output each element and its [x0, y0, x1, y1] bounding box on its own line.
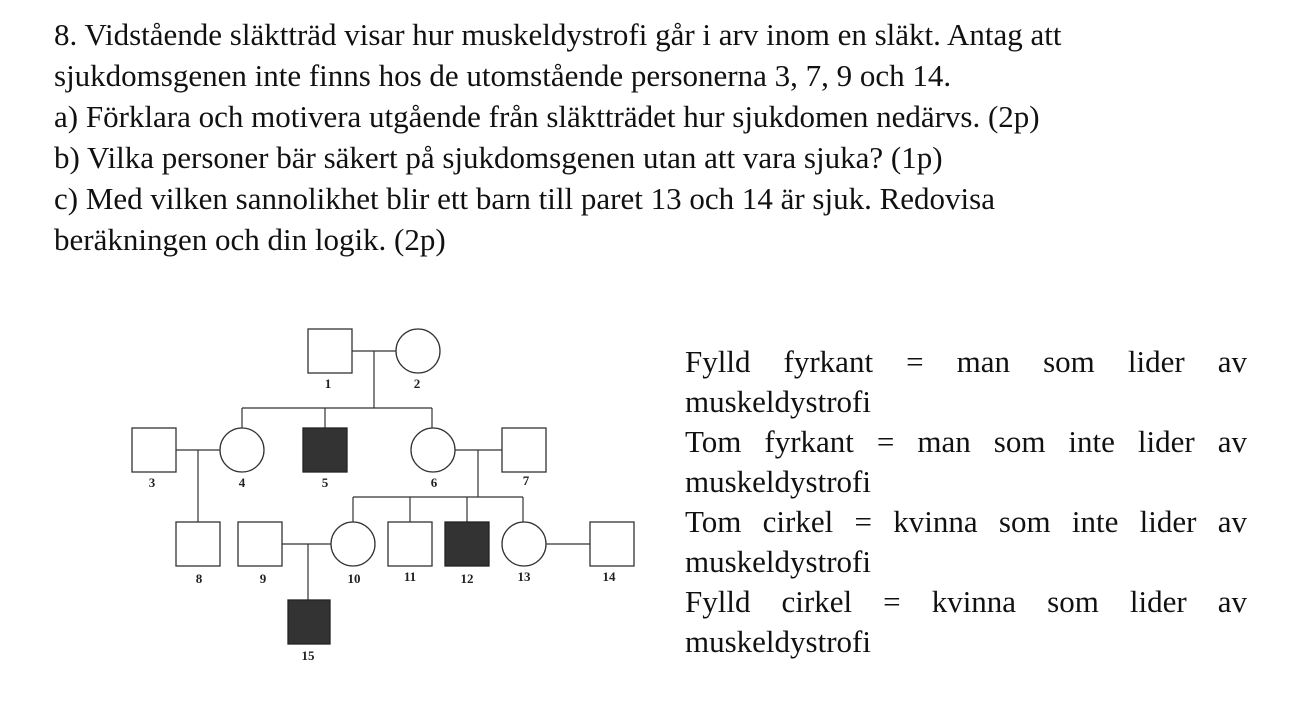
- person-7-label: 7: [522, 473, 530, 488]
- legend-empty-circle: Tom cirkel = kvinna som inte lider av muskeldystrofi: [685, 504, 1247, 579]
- person-14-symbol: [590, 522, 634, 566]
- person-1-symbol: [308, 329, 352, 373]
- person-8-symbol: [176, 522, 220, 566]
- person-6-symbol: [411, 428, 455, 472]
- question-line-1: 8. Vidstående släktträd visar hur muskeldystrofi går i arv inom en släkt. Antag att: [54, 17, 1062, 52]
- person-15-symbol-affected: [288, 600, 330, 644]
- person-4-symbol: [220, 428, 264, 472]
- person-1-label: 1: [324, 376, 332, 391]
- person-14-label: 14: [602, 569, 616, 584]
- person-15-label: 15: [301, 648, 315, 663]
- question-line-2: sjukdomsgenen inte finns hos de utomstående personerna 3, 7, 9 och 14.: [54, 58, 952, 93]
- person-6-label: 6: [430, 475, 438, 490]
- person-7-symbol: [502, 428, 546, 472]
- person-3-symbol: [132, 428, 176, 472]
- person-13-symbol: [502, 522, 546, 566]
- question-part-c-continued: beräkningen och din logik. (2p): [54, 222, 446, 257]
- question-part-a: a) Förklara och motivera utgående från släktträdet hur sjukdomen nedärvs. (2p): [54, 99, 1040, 134]
- person-12-label: 12: [460, 571, 474, 586]
- question-part-c: c) Med vilken sannolikhet blir ett barn till paret 13 och 14 är sjuk. Redovisa: [54, 181, 995, 216]
- legend-filled-square: Fylld fyrkant = man som lider av muskeldystrofi: [685, 344, 1247, 419]
- person-10-symbol: [331, 522, 375, 566]
- person-11-symbol: [388, 522, 432, 566]
- person-3-label: 3: [148, 475, 156, 490]
- person-9-label: 9: [259, 571, 267, 586]
- person-5-label: 5: [321, 475, 329, 490]
- legend-empty-square: Tom fyrkant = man som inte lider av muskeldystrofi: [685, 424, 1247, 499]
- person-9-symbol: [238, 522, 282, 566]
- question-part-b: b) Vilka personer bär säkert på sjukdomsgenen utan att vara sjuka? (1p): [54, 140, 943, 175]
- person-8-label: 8: [195, 571, 203, 586]
- person-2-symbol: [396, 329, 440, 373]
- person-13-label: 13: [517, 569, 531, 584]
- pedigree-chart: [120, 318, 650, 678]
- legend-filled-circle: Fylld cirkel = kvinna som lider av muskeldystrofi: [685, 584, 1247, 659]
- person-12-symbol-affected: [445, 522, 489, 566]
- person-10-label: 10: [347, 571, 361, 586]
- question-text: [54, 14, 1274, 260]
- person-4-label: 4: [238, 475, 246, 490]
- legend: [685, 342, 1247, 662]
- person-11-label: 11: [403, 569, 417, 584]
- person-5-symbol-affected: [303, 428, 347, 472]
- person-2-label: 2: [413, 376, 421, 391]
